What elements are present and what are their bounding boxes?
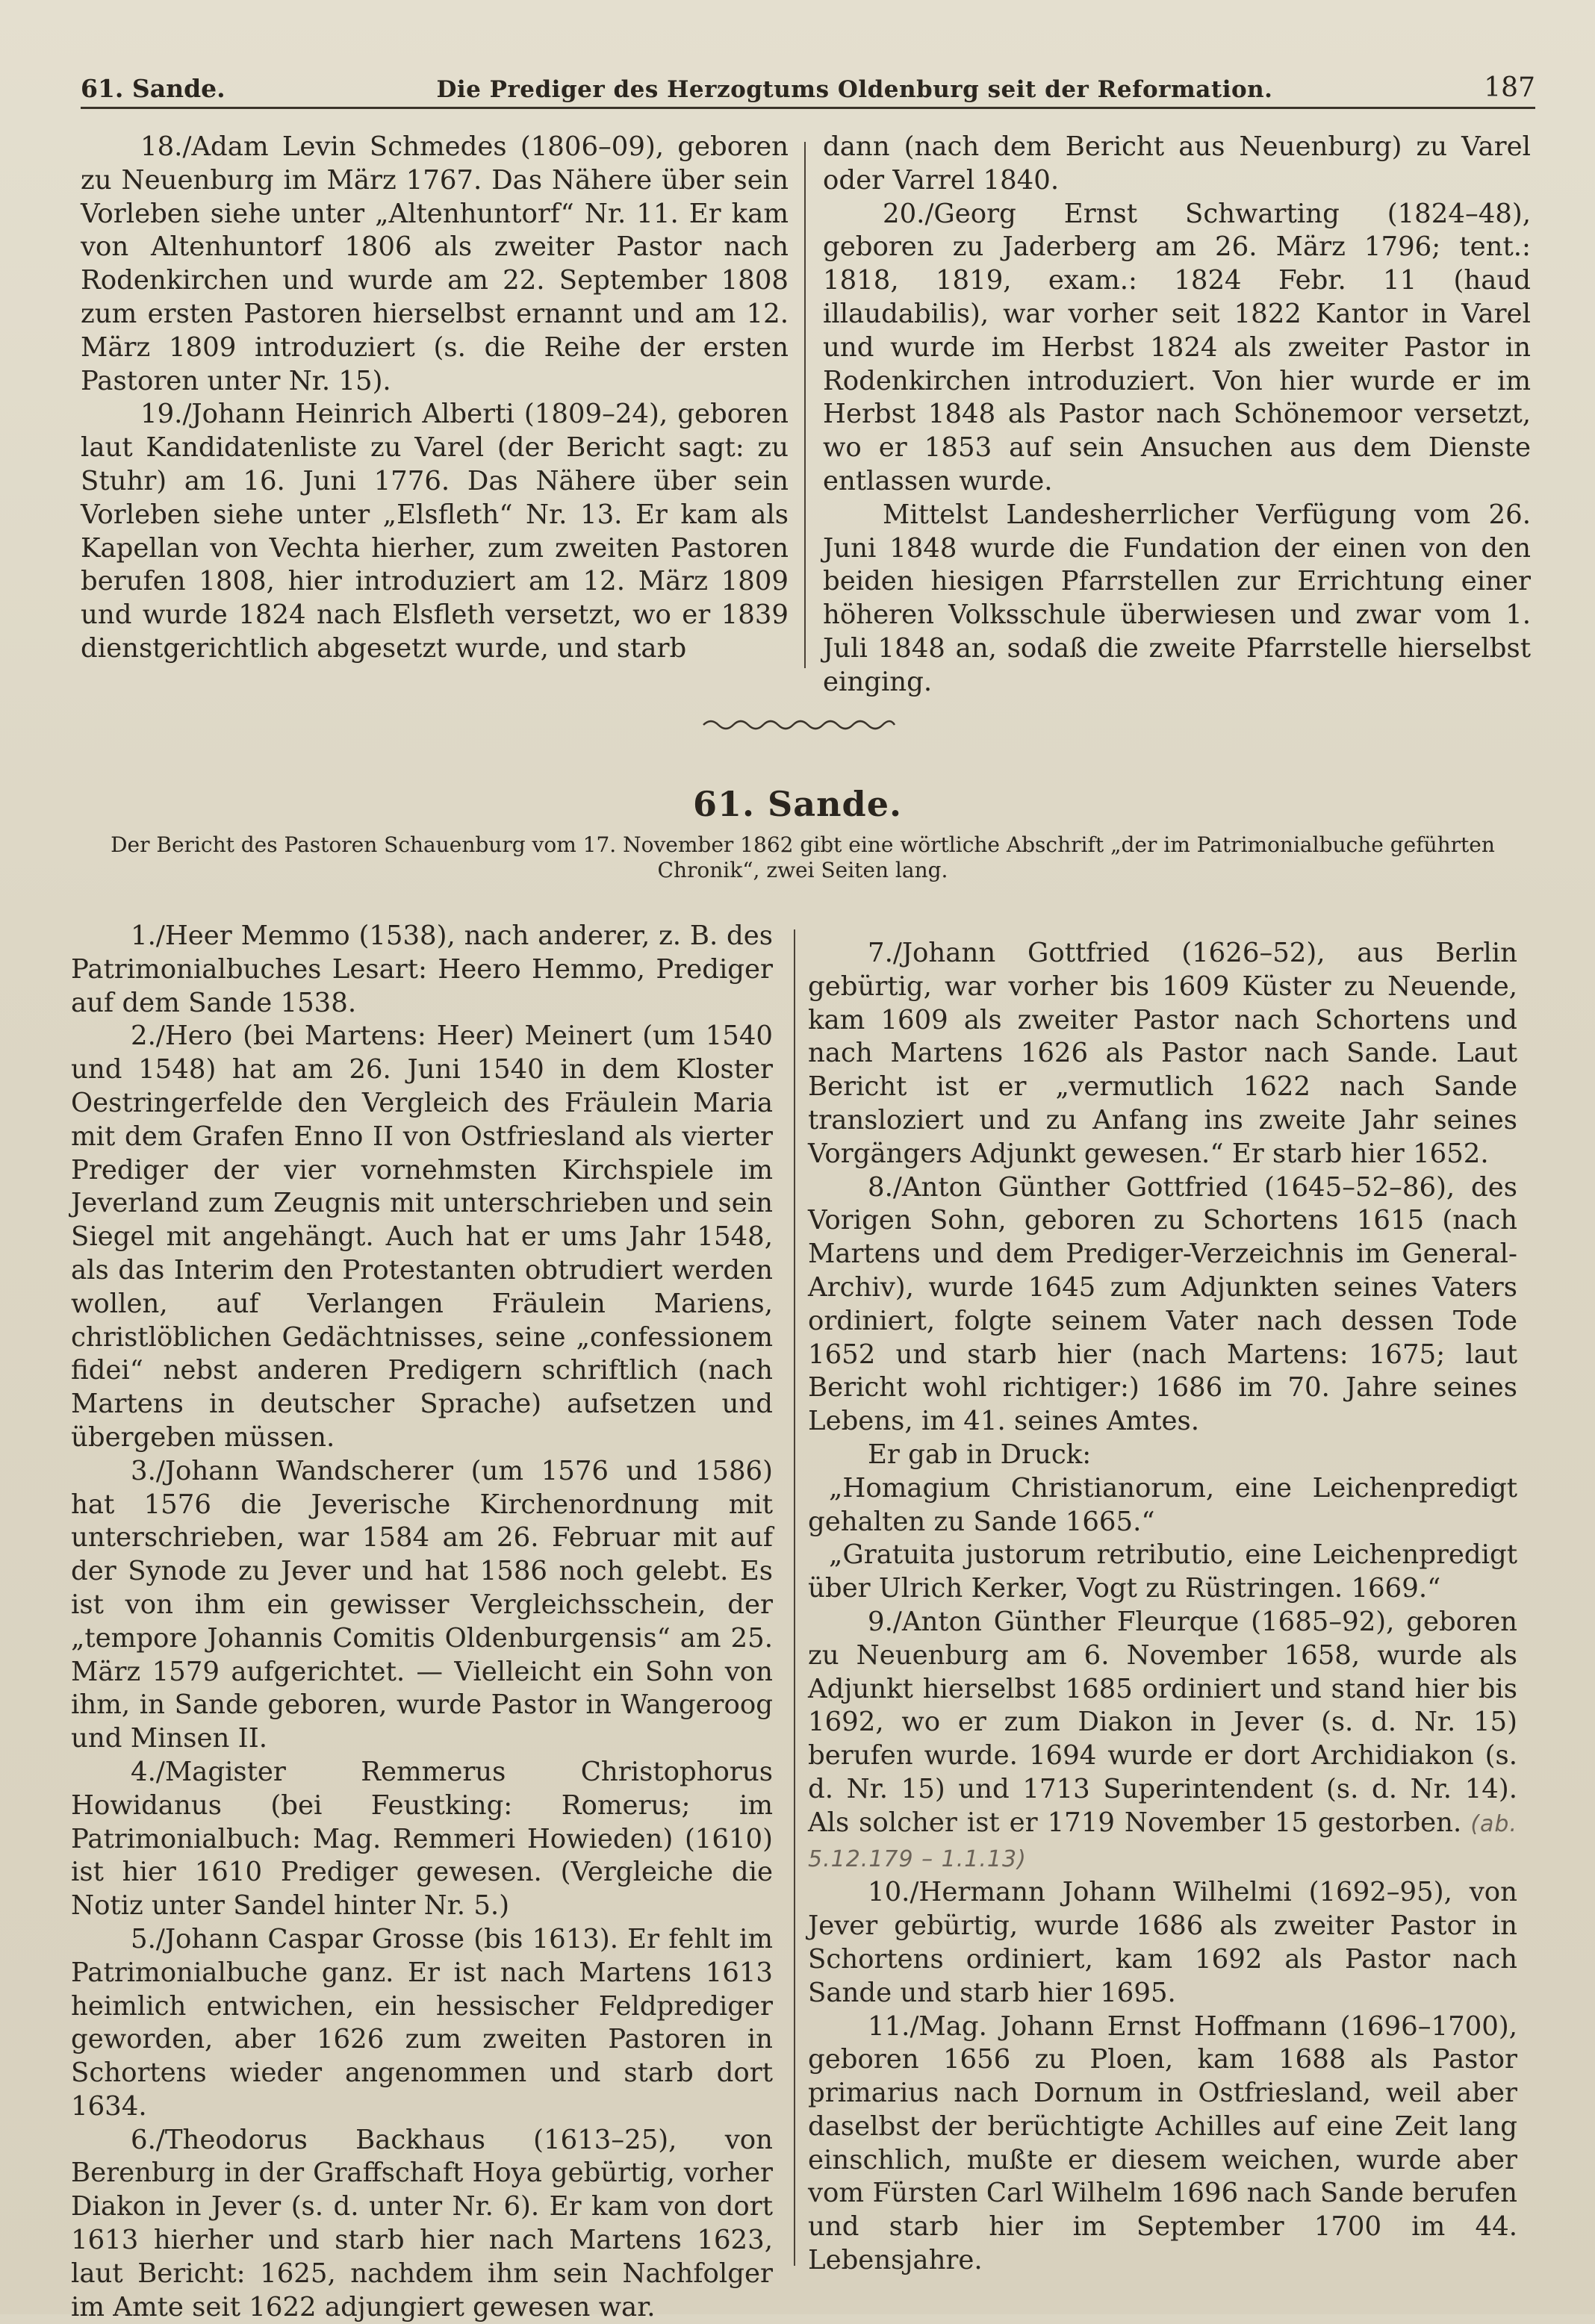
entry-4: 4./Magister Remmerus Christophorus Howidanus (bei Feustking: Romerus; im Patrimonialbuch: Mag. Remmeri Howieden) (1610) ist hier 1610 Prediger gewesen. (Vergleiche die Notiz unter Sandel hinter Nr. 5.): [71, 1756, 773, 1922]
top-column-rule: [804, 142, 806, 668]
entry-18: 18./Adam Levin Schmedes (1806–09), geboren zu Neuenburg im März 1767. Das Nähere über sein Vorleben siehe unter „Altenhuntorf“ Nr. 11. Er kam von Altenhuntorf 1806 als zweiter Pastor nach Rodenkirchen und wurde am 22. September 1808 zum ersten Pastoren hierselbst ernannt und am 12. März 1809 introduziert (s. die Reihe der ersten Pastoren unter Nr. 15).: [81, 131, 789, 396]
top-right-column: [823, 131, 1531, 700]
running-head-left: 61. Sande.: [81, 74, 226, 103]
section-title: 61. Sande.: [693, 784, 902, 824]
entry-19: 19./Johann Heinrich Alberti (1809–24), geboren laut Kandidatenliste zu Varel (der Bericht sagt: zu Stuhr) am 16. Juni 1776. Das Nähere über sein Vorleben siehe unter „Elsfleth“ Nr. 13. Er kam als Kapellan von Vechta hierher, zum zweiten Pastoren berufen 1808, hier introduziert am 12. März 1809 und wurde 1824 nach Elsfleth versetzt, wo er 1839 dienstgerichtlich abgesetzt wurde, und starb: [81, 399, 789, 664]
print-work-2: „Gratuita justorum retributio, eine Leichenpredigt über Ulrich Kerker, Vogt zu Rüstringen. 1669.“: [808, 1539, 1517, 1604]
entry-6: 6./Theodorus Backhaus (1613–25), von Berenburg in der Graffschaft Hoya gebürtig, vorher Diakon in Jever (s. d. unter Nr. 6). Er kam von dort 1613 hierher und starb hier nach Martens 1623, laut Bericht: 1625, nachdem ihm sein Nachfolger im Amte seit 1622 adjungiert gewesen war.: [71, 2124, 773, 2323]
entry-5: 5./Johann Caspar Grosse (bis 1613). Er fehlt im Patrimonialbuche ganz. Er ist nach Martens 1613 heimlich entwichen, ein hessischer Feldprediger geworden, aber 1626 zum zweiten Pastoren in Schortens wieder angenommen und starb dort 1634.: [71, 1923, 773, 2122]
page-number: 187: [1484, 72, 1535, 103]
bottom-column-rule: [794, 929, 795, 2266]
note-fundation: Mittelst Landesherrlicher Verfügung vom 26. Juni 1848 wurde die Fundation der einen von den beiden hiesigen Pfarrstellen zur Errichtung einer höheren Volksschule überwiesen und zwar vom 1. Juli 1848 an, sodaß die zweite Pfarrstelle hierselbst einging.: [823, 499, 1531, 697]
running-head-title: Die Prediger des Herzogtums Oldenburg seit der Reformation.: [436, 76, 1273, 103]
entry-9: [808, 1606, 1517, 1876]
header-rule: [81, 107, 1535, 109]
bottom-right-column: [808, 937, 1517, 2278]
entry-10: 10./Hermann Johann Wilhelmi (1692–95), von Jever gebürtig, wurde 1686 als zweiter Pastor in Schortens ordiniert, kam 1692 als Pastor nach Sande und starb hier 1695.: [808, 1877, 1517, 2008]
bottom-left-column: [71, 920, 773, 2324]
entry-11: 11./Mag. Johann Ernst Hoffmann (1696–1700), geboren 1656 zu Ploen, kam 1688 als Pastor primarius nach Dornum in Ostfriesland, weil aber daselbst der berüchtigte Achilles auf eine Zeit lang einschlich, mußte er diesem weichen, wurde aber vom Fürsten Carl Wilhelm 1696 nach Sande berufen und starb hier im September 1700 im 44. Lebensjahre.: [808, 2010, 1517, 2276]
entry-3: 3./Johann Wandscherer (um 1576 und 1586) hat 1576 die Jeverische Kirchenordnung mit unterschrieben, war 1584 am 26. Februar mit auf der Synode zu Jever und hat 1586 noch gelebt. Es ist von ihm ein gewisser Vergleichsschein, der „tempore Johannis Comitis Oldenburgensis“ am 25. März 1579 aufgerichtet. — Vielleicht ein Sohn von ihm, in Sande geboren, wurde Pastor in Wangeroog und Minsen II.: [71, 1455, 773, 1754]
print-intro: Er gab in Druck:: [868, 1439, 1092, 1470]
entry-9-text: 9./Anton Günther Fleurque (1685–92), geboren zu Neuenburg am 6. November 1658, wurde als Adjunkt hierselbst 1685 ordiniert und stand hier bis 1692, wo er zum Diakon in Jever (s. d. Nr. 15) berufen wurde. 1694 wurde er dort Archidiakon (s. d. Nr. 15) und 1713 Superintendent (s. d. Nr. 14). Als solcher ist er 1719 November 15 gestorben.: [808, 1606, 1517, 1838]
entry-2: 2./Hero (bei Martens: Heer) Meinert (um 1540 und 1548) hat am 26. Juni 1540 in dem Kloster Oestringerfelde den Vergleich des Fräulein Maria mit dem Grafen Enno II von Ostfriesland als vierter Prediger der vier vornehmsten Kirchspiele im Jeverland zum Zeugnis mit unterschrieben und sein Siegel mit angehängt. Auch hat er ums Jahr 1548, als das Interim den Protestanten obtrudiert werden wollen, auf Verlangen Fräulein Mariens, christlöblichen Gedächtnisses, seine „confessionem fidei“ nebst anderen Predigern schriftlich (nach Martens in deutscher Sprache) aufsetzen und übergeben müssen.: [71, 1021, 773, 1453]
entry-19-continued: dann (nach dem Bericht aus Neuenburg) zu Varel oder Varrel 1840.: [823, 131, 1531, 196]
running-head: [81, 58, 1535, 103]
handwritten-note: (ab. 5.12.179 – 1.1.13): [808, 1810, 1517, 1872]
top-left-column: [81, 131, 789, 666]
print-work-1: „Homagium Christianorum, eine Leichenpredigt gehalten zu Sande 1665.“: [808, 1472, 1517, 1537]
entry-20: 20./Georg Ernst Schwarting (1824–48), geboren zu Jaderberg am 26. März 1796; tent.: 1818, 1819, exam.: 1824 Febr. 11 (haud illaudabilis), war vorher seit 1822 Kantor in Varel und wurde im Herbst 1824 als zweiter Pastor in Rodenkirchen introduziert. Von hier wurde er im Herbst 1848 als Pastor nach Schönemoor versetzt, wo er 1853 auf sein Ansuchen aus dem Dienste entlassen wurde.: [823, 198, 1531, 496]
entry-7: 7./Johann Gottfried (1626–52), aus Berlin gebürtig, war vorher bis 1609 Küster zu Neuende, kam 1609 als zweiter Pastor nach Schortens und nach Martens 1626 als Pastor nach Sande. Laut Bericht ist er „vermutlich 1622 nach Sande transloziert und zu Anfang ins zweite Jahr seines Vorgängers Adjunkt gewesen.“ Er starb hier 1652.: [808, 938, 1517, 1169]
entry-1: 1./Heer Memmo (1538), nach anderer, z. B. des Patrimonialbuches Lesart: Heero Hemmo, Prediger auf dem Sande 1538.: [71, 920, 773, 1018]
ornament-divider: [702, 715, 896, 735]
entry-8: 8./Anton Günther Gottfried (1645–52–86), des Vorigen Sohn, geboren zu Schortens 1615 (nach Martens und dem Prediger-Verzeichnis im General-Archiv), wurde 1645 zum Adjunkten seines Vaters ordiniert, folgte seinem Vater nach dessen Tode 1652 und starb hier (nach Martens: 1675; laut Bericht wohl richtiger:) 1686 im 70. Jahre seines Lebens, im 41. seines Amtes.: [808, 1171, 1517, 1437]
section-intro: Der Bericht des Pastoren Schauenburg vom 17. November 1862 gibt eine wörtliche Abschrift „der im Patrimonialbuche geführten Chronik“, zwei Seiten lang.: [111, 832, 1495, 882]
